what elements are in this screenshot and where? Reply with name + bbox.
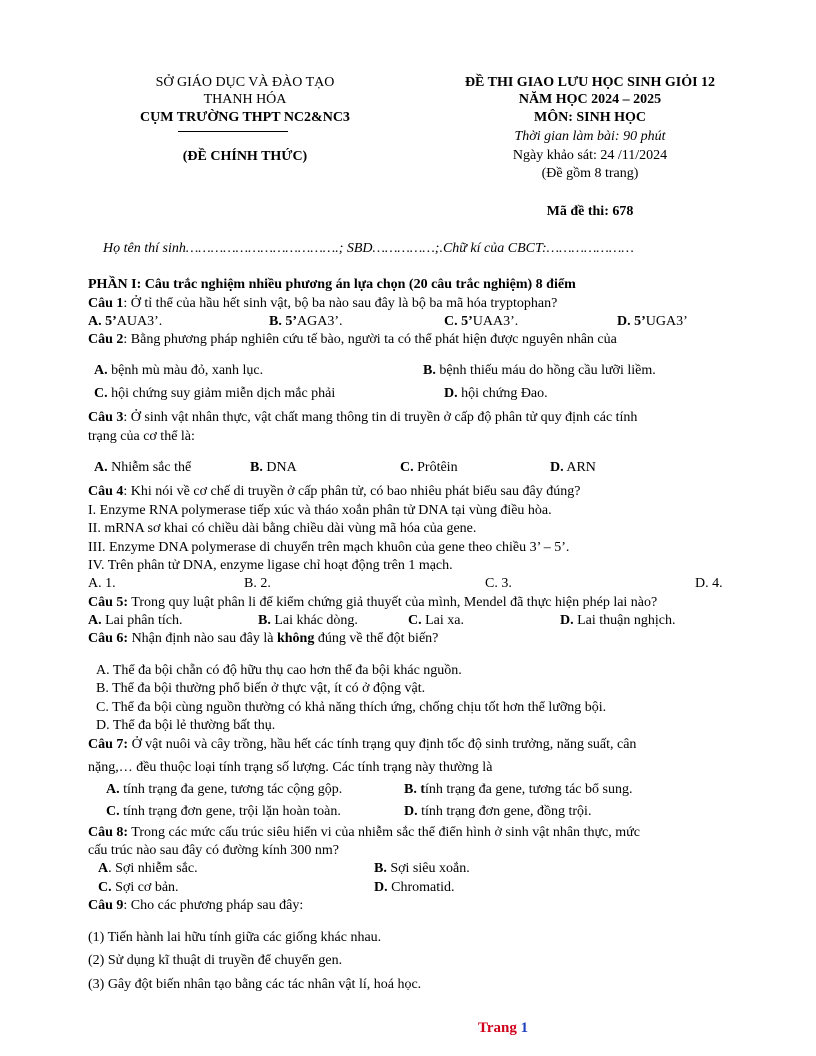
question-4 bbox=[88, 483, 580, 500]
q4-option-d: D. 4. bbox=[695, 576, 723, 591]
q8-option-b bbox=[374, 860, 470, 877]
question-3 bbox=[88, 409, 637, 426]
q9-method-1: (1) Tiến hành lai hữu tính giữa các giống khác nhau. bbox=[88, 930, 382, 945]
option-text: AGA3’. bbox=[297, 314, 343, 329]
q1-option-b bbox=[269, 313, 343, 330]
option-text: Prôtêin bbox=[413, 460, 458, 475]
option-label: D. bbox=[444, 386, 458, 401]
page-footer bbox=[478, 1020, 528, 1037]
question-2 bbox=[88, 331, 617, 348]
q3-option-d bbox=[550, 459, 596, 476]
option-label: C. bbox=[408, 613, 422, 628]
q5-option-d bbox=[560, 612, 676, 629]
q5-option-c bbox=[408, 612, 464, 629]
q4-option-a: A. 1. bbox=[88, 576, 116, 591]
q7-option-a bbox=[106, 781, 342, 798]
question-text: Ở vật nuôi và cây trồng, hầu hết các tính trạng quy định tốc độ sinh trưởng, năng suất, cân bbox=[128, 737, 637, 752]
question-text: : Bằng phương pháp nghiên cứu tế bào, người ta có thể phát hiện được nguyên nhân của bbox=[123, 332, 617, 347]
q4-statement-4: IV. Trên phân tử DNA, enzyme ligase chỉ hoạt động trên 1 mạch. bbox=[88, 558, 453, 573]
q1-option-c bbox=[444, 313, 518, 330]
exam-code: Mã đề thi: 678 bbox=[546, 204, 634, 219]
page-number: 1 bbox=[520, 1020, 529, 1036]
question-text-end: đúng về thể đột biến? bbox=[314, 631, 439, 646]
option-text: UAA3’. bbox=[472, 314, 519, 329]
option-text: ARN bbox=[563, 460, 596, 475]
q7-option-b bbox=[404, 781, 632, 798]
question-3-cont: trạng của cơ thể là: bbox=[88, 429, 195, 444]
option-label: D. bbox=[404, 804, 418, 819]
q1-option-a bbox=[88, 313, 162, 330]
school-cluster-name: CỤM TRƯỜNG THPT NC2&NC3 bbox=[140, 110, 350, 125]
option-label: A. bbox=[94, 460, 108, 475]
q9-method-2: (2) Sử dụng kĩ thuật di truyền để chuyển gen. bbox=[88, 953, 343, 968]
option-label: D. bbox=[374, 880, 388, 895]
header-divider bbox=[178, 131, 288, 132]
option-label: C. 5’ bbox=[444, 314, 473, 329]
q9-method-3: (3) Gây đột biến nhân tạo bằng các tác nhân vật lí, hoá học. bbox=[88, 977, 422, 992]
option-text: Lai xa. bbox=[421, 613, 464, 628]
option-label: C. bbox=[94, 386, 108, 401]
option-label: C. bbox=[400, 460, 414, 475]
option-text: UGA3’ bbox=[645, 314, 688, 329]
option-text: tính trạng đơn gene, đồng trội. bbox=[417, 804, 592, 819]
school-year: NĂM HỌC 2024 – 2025 bbox=[518, 92, 662, 107]
option-label: A bbox=[98, 861, 109, 876]
question-label: Câu 5: bbox=[88, 595, 129, 610]
question-text: : Cho các phương pháp sau đây: bbox=[123, 898, 304, 913]
question-label: Câu 7: bbox=[88, 737, 129, 752]
option-label: B. bbox=[374, 861, 387, 876]
question-8 bbox=[88, 824, 640, 841]
option-label: A. bbox=[106, 782, 120, 797]
option-label: D. 5’ bbox=[617, 314, 646, 329]
q6-option-c: C. Thể đa bội cùng nguồn thường có khả năng thích ứng, chống chịu tốt hơn thể lưỡng bội. bbox=[96, 700, 607, 715]
q2-option-a bbox=[94, 362, 263, 379]
q1-option-d bbox=[617, 313, 688, 330]
option-text: Lai khác dòng. bbox=[270, 613, 358, 628]
q7-option-d bbox=[404, 803, 591, 820]
candidate-info-line: Họ tên thí sinh……………………………….; SBD……………;.Chữ kí của CBCT:………………… bbox=[103, 241, 634, 256]
option-label: A. bbox=[94, 363, 108, 378]
question-label: Câu 1 bbox=[88, 296, 124, 311]
option-label: D. bbox=[550, 460, 564, 475]
option-text: Sợi siêu xoắn. bbox=[386, 861, 470, 876]
q6-option-b: B. Thể đa bội thường phổ biến ở thực vật, ít có ở động vật. bbox=[96, 681, 426, 696]
option-text: . Sợi nhiễm sắc. bbox=[108, 861, 198, 876]
q8-option-c bbox=[98, 879, 179, 896]
question-text: Trong các mức cấu trúc siêu hiển vi của nhiễm sắc thể điển hình ở sinh vật nhân thực, mức bbox=[128, 825, 640, 840]
question-8-cont: cấu trúc nào sau đây có đường kính 300 nm? bbox=[88, 843, 339, 858]
question-7-cont: nặng,… đều thuộc loại tính trạng số lượng. Các tính trạng này thường là bbox=[88, 760, 493, 775]
q4-statement-1: I. Enzyme RNA polymerase tiếp xúc và tháo xoắn phân tử DNA tại vùng điều hòa. bbox=[88, 503, 552, 518]
option-text: tính trạng đa gene, tương tác cộng gộp. bbox=[119, 782, 343, 797]
option-text: bệnh mù màu đỏ, xanh lục. bbox=[107, 363, 264, 378]
option-label: A. bbox=[88, 613, 102, 628]
option-text: bệnh thiếu máu do hồng cầu lưỡi liềm. bbox=[435, 363, 656, 378]
question-label: Câu 9 bbox=[88, 898, 124, 913]
option-label: C. bbox=[106, 804, 120, 819]
question-9 bbox=[88, 897, 303, 914]
option-text: Chromatid. bbox=[387, 880, 455, 895]
option-label: B. 5’ bbox=[269, 314, 297, 329]
page-count: (Đề gồm 8 trang) bbox=[541, 166, 639, 181]
question-text: Trong quy luật phân li để kiểm chứng giả thuyết của mình, Mendel đã thực hiện phép lai nào? bbox=[128, 595, 658, 610]
q4-statement-3: III. Enzyme DNA polymerase di chuyển trên mạch khuôn của gene theo chiều 3’ – 5’. bbox=[88, 540, 570, 555]
official-label: (ĐỀ CHÍNH THỨC) bbox=[182, 149, 308, 164]
option-text: DNA bbox=[262, 460, 297, 475]
question-label: Câu 2 bbox=[88, 332, 124, 347]
option-label: B. bbox=[250, 460, 263, 475]
q4-option-c: C. 3. bbox=[485, 576, 512, 591]
q2-option-b bbox=[423, 362, 656, 379]
q3-option-b bbox=[250, 459, 297, 476]
option-text: Sợi cơ bản. bbox=[111, 880, 179, 895]
question-label: Câu 3 bbox=[88, 410, 124, 425]
question-7 bbox=[88, 736, 636, 753]
q4-statement-2: II. mRNA sơ khai có chiều dài bằng chiều dài vùng mã hóa của gene. bbox=[88, 521, 477, 536]
option-text: AUA3’. bbox=[116, 314, 163, 329]
question-text: : Khi nói về cơ chế di truyền ở cấp phân tử, có bao nhiêu phát biểu sau đây đúng? bbox=[123, 484, 581, 499]
q6-option-d: D. Thể đa bội lẻ thường bất thụ. bbox=[96, 718, 276, 733]
option-text: hội chứng suy giảm miễn dịch mắc phải bbox=[107, 386, 336, 401]
option-text: hội chứng Đao. bbox=[457, 386, 548, 401]
subject: MÔN: SINH HỌC bbox=[534, 110, 646, 125]
option-label: B. bbox=[423, 363, 436, 378]
question-6 bbox=[88, 630, 438, 647]
exam-duration: Thời gian làm bài: 90 phút bbox=[514, 129, 666, 144]
exam-title: ĐỀ THI GIAO LƯU HỌC SINH GIỎI 12 bbox=[464, 75, 716, 90]
q7-option-c bbox=[106, 803, 341, 820]
question-text: Nhận định nào sau đây là bbox=[128, 631, 277, 646]
q2-option-d bbox=[444, 385, 548, 402]
question-label: Câu 4 bbox=[88, 484, 124, 499]
option-label: A. 5’ bbox=[88, 314, 117, 329]
q5-option-b bbox=[258, 612, 358, 629]
option-label: C. bbox=[98, 880, 112, 895]
q5-option-a bbox=[88, 612, 183, 629]
option-text: tính trạng đơn gene, trội lặn hoàn toàn. bbox=[119, 804, 341, 819]
question-emphasis: không bbox=[276, 631, 315, 646]
q2-option-c bbox=[94, 385, 335, 402]
question-text: : Ở sinh vật nhân thực, vật chất mang thông tin di truyền ở cấp độ phân tử quy định các tính bbox=[123, 410, 638, 425]
option-text: Lai phân tích. bbox=[101, 613, 183, 628]
q8-option-a bbox=[98, 860, 198, 877]
footer-label: Trang bbox=[478, 1020, 521, 1036]
option-label: D. bbox=[560, 613, 574, 628]
question-1 bbox=[88, 295, 557, 312]
option-label: B. t bbox=[404, 782, 425, 797]
option-text: Nhiễm sắc thể bbox=[107, 460, 192, 475]
question-label: Câu 8: bbox=[88, 825, 129, 840]
q3-option-a bbox=[94, 459, 191, 476]
question-5 bbox=[88, 594, 657, 611]
part1-title: PHẦN I: Câu trắc nghiệm nhiều phương án lựa chọn (20 câu trắc nghiệm) 8 điểm bbox=[88, 277, 576, 292]
question-label: Câu 6: bbox=[88, 631, 129, 646]
q6-option-a: A. Thể đa bội chẵn có độ hữu thụ cao hơn thể đa bội khác nguồn. bbox=[96, 663, 462, 678]
exam-date: Ngày khảo sát: 24 /11/2024 bbox=[512, 148, 668, 163]
q3-option-c bbox=[400, 459, 458, 476]
department-name: SỞ GIÁO DỤC VÀ ĐÀO TẠO bbox=[155, 75, 335, 90]
q8-option-d bbox=[374, 879, 455, 896]
option-text: Lai thuận nghịch. bbox=[573, 613, 676, 628]
question-text: : Ở tỉ thể của hầu hết sinh vật, bộ ba nào sau đây là bộ ba mã hóa tryptophan? bbox=[123, 296, 558, 311]
q4-option-b: B. 2. bbox=[244, 576, 271, 591]
option-text: ính trạng đa gene, tương tác bổ sung. bbox=[425, 782, 633, 797]
option-label: B. bbox=[258, 613, 271, 628]
province-name: THANH HÓA bbox=[203, 92, 287, 107]
